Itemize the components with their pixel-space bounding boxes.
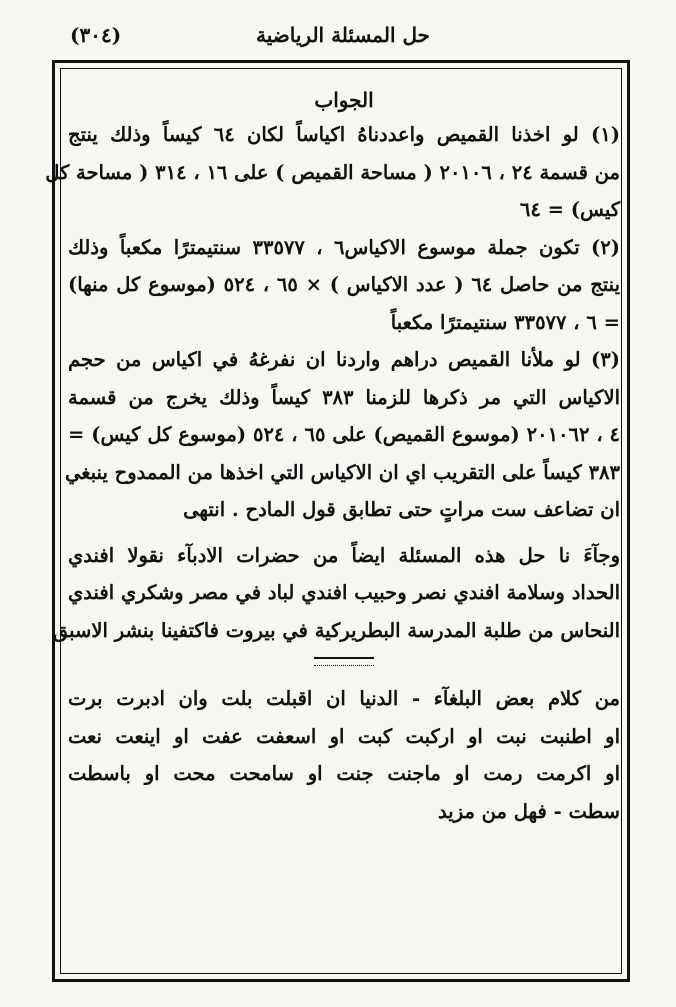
- answer-paragraph-2: [68, 229, 620, 342]
- text-line: (١) لو اخذنا القميص واعددناهُ اكياساً لكان ٦٤ كيساً وذلك ينتج: [68, 123, 620, 146]
- answer-paragraph-1: [45, 116, 620, 229]
- section-divider: [314, 657, 374, 666]
- answer-heading: الجواب: [314, 88, 374, 112]
- saying-section: [68, 680, 620, 830]
- text-line: كيس) = ٦٤: [519, 198, 620, 221]
- text-line: ان تضاعف ست مراتٍ حتى تطابق قول المادح . انتهى: [183, 498, 620, 521]
- text-line: ٣٨٣ كيساً على التقريب اي ان الاكياس التي اخذها من الممدوح ينبغي: [65, 460, 620, 484]
- text-line: او اطنبت نبت او اركبت كبت او اسعفت عفت او اينعت نعت: [68, 724, 620, 748]
- answer-paragraph-3: [65, 341, 621, 529]
- text-line: او اكرمت رمت او ماجنت جنت او سامحت محت او باسطت: [68, 762, 620, 785]
- text-line: ينتج من حاصل ٦٤ ( عدد الاكياس ) × ٦٥ ، ٥٢٤ (موسوع كل منها): [68, 273, 620, 296]
- text-line: = ٦ ، ٣٣٥٧٧ سنتيمترًا مكعباً: [390, 310, 620, 334]
- text-line: سطت - فهل من مزيد: [438, 799, 620, 823]
- page-body: [45, 84, 621, 830]
- running-head: [70, 18, 616, 52]
- answer-paragraph-4: [52, 537, 620, 650]
- text-line: (٣) لو ملأنا القميص دراهم واردنا ان نفرغهُ في اكياس من حجم: [68, 348, 620, 371]
- running-title: حل المسئلة الرياضية: [256, 23, 430, 47]
- page-number: (٣٠٤): [70, 23, 122, 47]
- text-line: الحداد وسلامة افندي نصر وحبيب افندي لباد في مصر وشكري افندي: [68, 581, 620, 604]
- text-line: من قسمة ٢٤ ، ٢٠١٠٦ ( مساحة القميص ) على ١٦ ، ٣١٤ ( مساحة كل: [45, 160, 620, 184]
- text-line: من كلام بعض البلغآء - الدنيا ان اقبلت بلت وان ادبرت برت: [68, 687, 620, 710]
- text-line: (٢) تكون جملة موسوع الاكياس٦ ، ٣٣٥٧٧ سنتيمترًا مكعباً وذلك: [68, 235, 620, 259]
- text-line: الاكياس التي مر ذكرها للزمنا ٣٨٣ كيساً وذلك يخرج من قسمة: [68, 385, 620, 409]
- text-line: النحاس من طلبة المدرسة البطريركية في بيروت فاكتفينا بنشر الاسبق: [52, 618, 620, 642]
- text-line: وجآءَ نا حل هذه المسئلة ايضاً من حضرات الادبآء نقولا افندي: [68, 543, 620, 567]
- text-line: ٤ ، ٢٠١٠٦٢ (موسوع القميص) على ٦٥ ، ٥٢٤ (موسوع كل كيس) =: [68, 423, 621, 446]
